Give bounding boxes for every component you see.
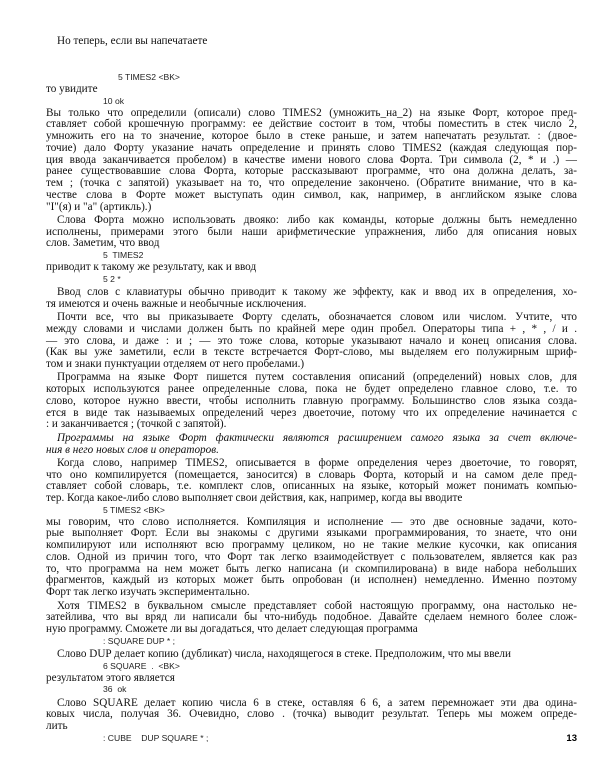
- code-line: 5 TIMES2 <BK>: [118, 72, 180, 83]
- text-line: фрагментов, каждый из которых может быть опробован (и исполнен) немедленно. Именно поэтому: [46, 574, 577, 587]
- text-line: Хотя TIMES2 в буквальном смысле представляет собой настоящую программу, она настолько не-: [57, 599, 577, 612]
- code-line: 5 2 *: [103, 273, 121, 284]
- paragraph: [46, 649, 577, 661]
- document-page: [46, 34, 577, 745]
- code-line: 36 ok: [103, 684, 127, 695]
- text-line: честве слова в Форте может выступать один символ, как, например, в английском языке слова: [46, 188, 577, 201]
- text-line: тем ; (точка с запятой) указывает на то, что определение закончено. (Обратите внимание, что в ка-: [46, 177, 577, 190]
- paragraph: [46, 698, 577, 733]
- text-line: — это слова, и даже : и ; — это тоже слова, которые указывают начало и конец описания слова.: [46, 334, 577, 347]
- text-line: слов. Заметим, что ввод: [46, 237, 160, 250]
- paragraph: [46, 517, 577, 599]
- text-line: Вы только что определили (описали) слово TIMES2 (умножить_на_2) на языке Форт, которое пред-: [46, 106, 577, 119]
- text-line: тя имеются и очень важные и необычные исключения.: [46, 297, 307, 310]
- text-line: ставляет собой словарь, т.е. комплект слов, описанных на языке, который может понимать компью-: [46, 480, 577, 493]
- text-line: ния в него новых слов и операторов.: [46, 443, 219, 456]
- text-line: Слово SQUARE делает копию числа 6 в стеке, оставляя 6 6, а затем перемножает эти два одина-: [57, 696, 577, 709]
- text-line: Программы на языке Форт фактически являются расширением самого языка за счет включе-: [57, 431, 577, 444]
- text-line: мы говорим, что слово исполняется. Компиляция и исполнение — это две основные задачи, кото-: [46, 515, 577, 528]
- text-line: (Как вы уже заметили, если в тексте встречается Форт-слово, мы выделяем его полужирным шриф-: [46, 346, 577, 359]
- paragraph: [46, 673, 577, 685]
- text-line: Программа на языке Форт пишется путем составления описаний (определений) новых слов, для: [57, 371, 577, 384]
- text-line: Ввод слов с клавиатуры обычно приводит к такому же эффекту, как и ввод их в определения, хо-: [57, 286, 577, 299]
- code-line: 6 SQUARE . <BK>: [103, 660, 180, 671]
- paragraph: [46, 262, 577, 274]
- text-line: ется в виде так называемых определений через двоеточие, потому что их определение начинается с: [46, 406, 577, 419]
- text-line: тер. Когда какое-либо слово выполняет свои действия, как, например, когда вы вводите: [46, 492, 463, 505]
- text-line: что оно компилируется (помещается, заносится) в словарь Форта, который и на самом деле пред-: [46, 468, 577, 481]
- page-number: 13: [566, 733, 577, 744]
- paragraph: [46, 108, 577, 214]
- text-line: Слово DUP делает копию (дубликат) числа, находящегося в стеке. Предположим, что мы ввели: [57, 648, 511, 661]
- code-example: [46, 96, 577, 108]
- text-line: исполнены, примерами этого были наши арифметические упражнения, либо для описания новых: [46, 225, 577, 238]
- text-line: слово, которое нужно ввести, чтобы исполнить главную программу. Большинство слов языка созда-: [46, 394, 577, 407]
- text-line: Слова Форта можно использовать двояко: либо как команды, которые должны быть немедленно: [57, 213, 577, 226]
- text-line: результатом этого является: [46, 671, 175, 684]
- code-example: [46, 733, 577, 745]
- paragraph: [46, 215, 577, 250]
- text-line: Когда слово, например TIMES2, описывается в форме определения через двоеточие, то говорят,: [57, 456, 577, 469]
- code-example: [46, 661, 577, 673]
- paragraph: [46, 287, 577, 311]
- text-line: ция ввода заканчивается пробелом) в качестве имени нового слова Форта. Три символа (2, * и .) —: [46, 153, 577, 166]
- code-line: : CUBE DUP SQUARE * ;: [103, 732, 209, 743]
- text-line: точие) дало Форту указание начать определение и принять слово TIMES2 (каждая следующая пор-: [46, 141, 577, 154]
- text-line: приводит к такому же результату, как и ввод: [46, 260, 257, 273]
- code-example: [46, 72, 577, 84]
- code-line: 5 TIMES2: [103, 250, 144, 261]
- text-line: "I"(я) и "a" (артикль).): [46, 200, 152, 213]
- text-line: ставляет собой крошечную программу: ее действие состоит в том, чтобы поместить в стек число 2,: [46, 118, 577, 131]
- paragraph: [46, 601, 577, 636]
- text-line: рые выполняет Форт. Если вы знакомы с другими языками программирования, то знаете, что они: [46, 527, 577, 540]
- text-line: которых используются ранее определенные слова, пока не будет определено главное слово, т.е. то: [46, 383, 577, 396]
- code-line: 10 ok: [103, 95, 125, 106]
- text-line: умножить его на то значение, которое было в стеке раньше, и затем напечатать результат. : (двое-: [46, 130, 577, 143]
- text-line: затейлива, что вы вряд ли написали бы что-нибудь подобное. Давайте сделаем немного более слож-: [46, 611, 577, 624]
- text-line: лить: [46, 720, 68, 733]
- spacer: [46, 47, 577, 72]
- text-line: том и знаки пунктуации отделяем от него пробелами.): [46, 358, 305, 371]
- code-line: : SQUARE DUP * ;: [103, 635, 175, 646]
- text-line: то, что программа на нем может быть легко написана (и скомпилирована) в виде набора небольших: [46, 562, 577, 575]
- code-example: [46, 684, 577, 696]
- paragraph: [46, 433, 577, 457]
- paragraph: [46, 312, 577, 371]
- text-line: ную программу. Сможете ли вы догадаться, что делает следующая программа: [46, 623, 418, 635]
- text-line: ковых числа, получая 36. Очевидно, слово . (точка) выводит результат. Теперь мы можем опреде-: [46, 708, 577, 721]
- text-line: компилируют или исполняют всю программу целиком, но не такие мелкие кусочки, как описания: [46, 539, 577, 552]
- text-line: между словами и числами должен быть по крайней мере один пробел. Операторы типа + , * , / и .: [46, 322, 577, 335]
- code-example: [46, 636, 577, 648]
- paragraph: [46, 458, 577, 505]
- text-line: ранее существовавшие слова Форта, которые рассказывают программе, что она должна делать, за-: [46, 165, 577, 178]
- text-line: то увидите: [46, 83, 98, 96]
- paragraph: [46, 36, 577, 48]
- code-example: [46, 505, 577, 517]
- paragraph: [46, 84, 577, 96]
- code-example: [46, 274, 577, 286]
- text-line: слов. Одной из причин того, что Форт так легко взаимодействует с пользователем, является как раз: [46, 550, 577, 563]
- paragraph: [46, 372, 577, 431]
- text-line: Форт так легко изучать экспериментально.: [46, 586, 250, 599]
- text-line: Почти все, что вы приказываете Форту сделать, обозначается словом или числом. Учтите, что: [57, 311, 577, 324]
- code-line: 5 TIMES2 <BK>: [103, 504, 165, 515]
- text-line: Но теперь, если вы напечатаете: [57, 34, 208, 47]
- text-line: : и заканчивается ; (точкой с запятой).: [46, 418, 227, 431]
